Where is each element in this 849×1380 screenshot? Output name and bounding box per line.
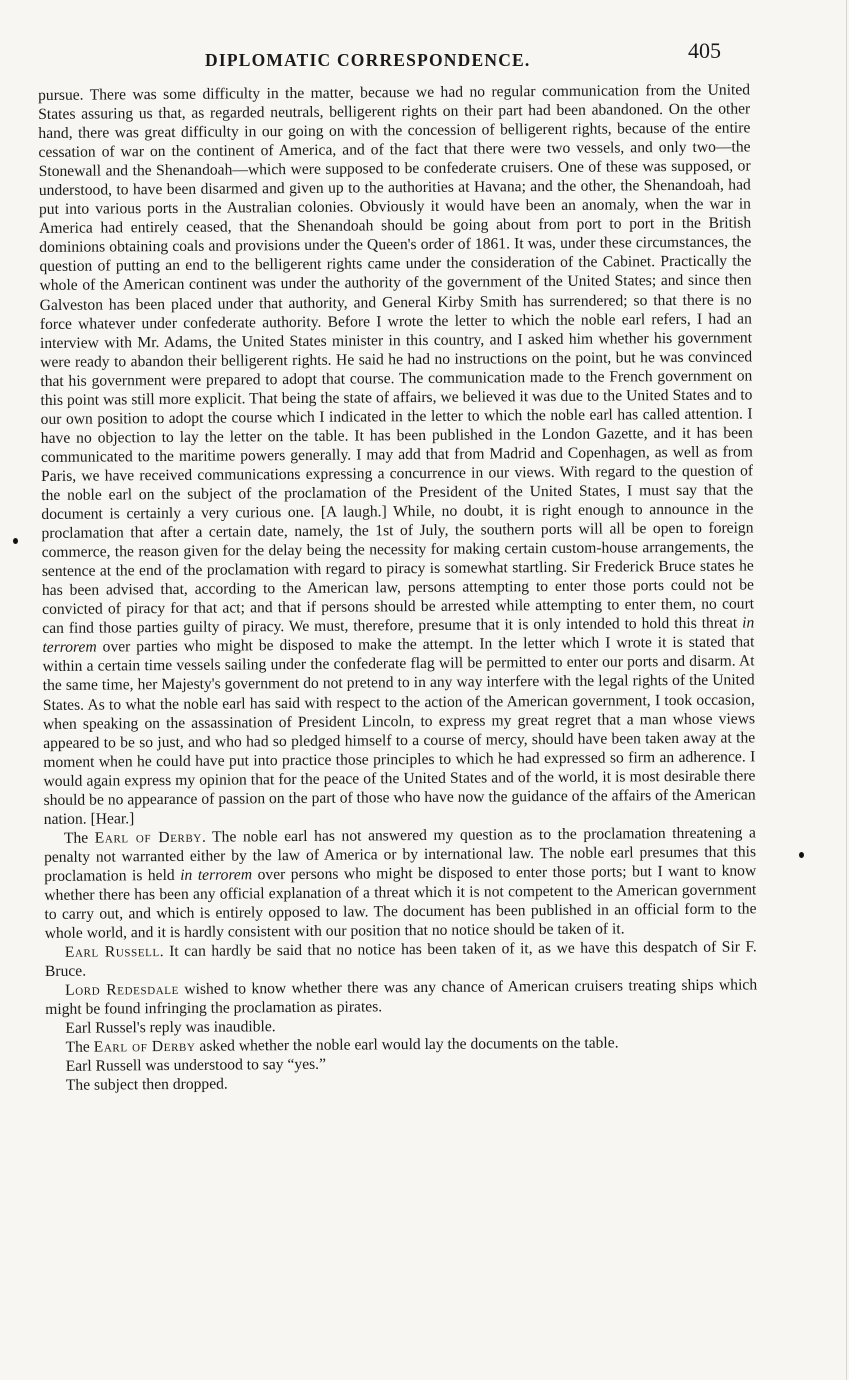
italic-phrase: in terrorem (180, 866, 253, 884)
text-run: Earl Russell was understood to say “yes.” (65, 1056, 327, 1076)
print-speck (799, 852, 804, 858)
text-run: over persons who might be disposed to enter those ports; but I want to know whether there has been any official explanation of a threat which it is not competent to the American government to carry out, and which is entirely opposed to law. The document has been published in an official form to the whole world, and it is hardly consistent with our position that no notice should be taken of it. (44, 862, 757, 943)
page-number: 405 (688, 38, 721, 63)
speaker-name: Earl Russell (64, 943, 160, 961)
text-run: . It can hardly be said that no notice has been taken of it, as we have this despatch of Sir F. Bruce. (44, 938, 757, 981)
page-edge (846, 0, 847, 1380)
text-run: wished to know whether there was any chance of American cruisers treating ships which might be found infringing the proclamation as pirates. (45, 976, 758, 1019)
text-run: over parties who might be disposed to make the attempt. In the letter which I wrote it is stated that within a certain time vessels sailing under the confederate flag will be permitted to enter our ports and disarm. At the same time, her Majesty's government do not pretend to in any way interfere with the legal rights of the United States. As to what the noble earl has said with respect to the action of the American government, I took occasion, when speaking on the assassination of President Lincoln, to express my great regret that a man whose views appeared to be so just, and who had so pledged himself to a course of mercy, should have been taken away at the moment when he could have put into practice those principles to which he had expressed so firm an adherence. I would again express my opinion that for the peace of the United States and of the world, it is most desirable there should be no appearance of passion on the part of those who have now the guidance of the affairs of the American nation. [Hear.] (42, 633, 756, 828)
text-run: The (63, 829, 95, 847)
text-run: Earl Russel's reply was inaudible. (65, 1018, 276, 1038)
text-run: . The noble earl has not answered my question as to the proclamation threatening a penalty not warranted either by the law of America or by international law. The noble earl presumes that this proclamation is held (43, 824, 757, 885)
speaker-name: Lord Redesdale (65, 981, 179, 1000)
text-run: pursue. There was some difficulty in the matter, because we had no regular communication from the United States assuring us that, as regarded neutrals, belligerent rights on their part had been abandoned. On the other hand, there was great difficulty in our going on with the concession of belligerent rights, because of the entire cessation of war on the continent of America, and of the fact that there were two vessels, and only two—the Stonewall and the Shenandoah—which were supposed to be confederate cruisers. One of these was supposed, or understood, to have been disarmed and given up to the authorities at Havana; and the other, the Shenandoah, had put into various ports in the Australian colonies. Obviously it would have been an anomaly, when the war in America had entirely ceased, that the Shenandoah should be going about from port to port in the British dominions obtaining coals and provisions under the Queen's order of 1861. It was, under these circumstances, the question of putting an end to the belligerent rights came under the consideration of the Cabinet. Practically the whole of the American continent was under the authority of the government of the United States; and since then Galveston has been placed under that authority, and General Kirby Smith has surrendered; so that there is no force whatever under confederate authority. Before I wrote the letter to which the noble earl refers, I had an interview with Mr. Adams, the United States minister in this country, and I asked him whether his government were ready to abandon their belligerent rights. He said he had no instructions on the point, but he was convinced that his government were prepared to adopt that course. The communication made to the French government on this point was still more explicit. That being the state of affairs, we believed it was due to the United States and to our own position to adopt the course which I indicated in the letter to which the noble earl has called attention. I have no objection to lay the letter on the table. It has been published in the London Gazette, and it has been communicated to the maritime powers generally. I may add that from Madrid and Copenhagen, as well as from Paris, we have received communications expressing a concurrence in our views. With regard to the question of the noble earl on the subject of the proclamation of the President of the United States, I must say that the document is certainly a very curious one. [A laugh.] While, no doubt, it is right enough to announce in the proclamation that after a certain date, namely, the 1st of July, the southern ports will all be open to foreign commerce, the reason given for the delay being the necessity for making certain custom-house arrangements, the sentence at the end of the proclamation with regard to piracy is somewhat startling. Sir Frederick Bruce states he has been advised that, according to the American law, persons attempting to enter those ports could not be convicted of piracy for that act; and that if persons should be arrested while attempting to enter them, no court can find those parties guilty of piracy. We must, therefore, presume that it is only intended to hold this threat (38, 81, 755, 638)
text-run: The (65, 1038, 94, 1057)
speaker-name: Earl of Derby (93, 1038, 196, 1056)
paragraph (45, 976, 757, 1020)
text-run: asked whether the noble earl would lay the documents on the table. (195, 1034, 619, 1056)
italic-phrase: in terrorem (42, 614, 755, 657)
body-text (38, 80, 758, 1095)
running-head-title: DIPLOMATIC CORRESPONDENCE. (205, 50, 531, 70)
print-speck (13, 538, 18, 544)
paragraph (38, 80, 756, 828)
paragraph (45, 937, 757, 981)
text-run: The subject then dropped. (65, 1075, 228, 1095)
paragraph (44, 823, 757, 943)
speaker-name: Earl of Derby (94, 828, 202, 847)
